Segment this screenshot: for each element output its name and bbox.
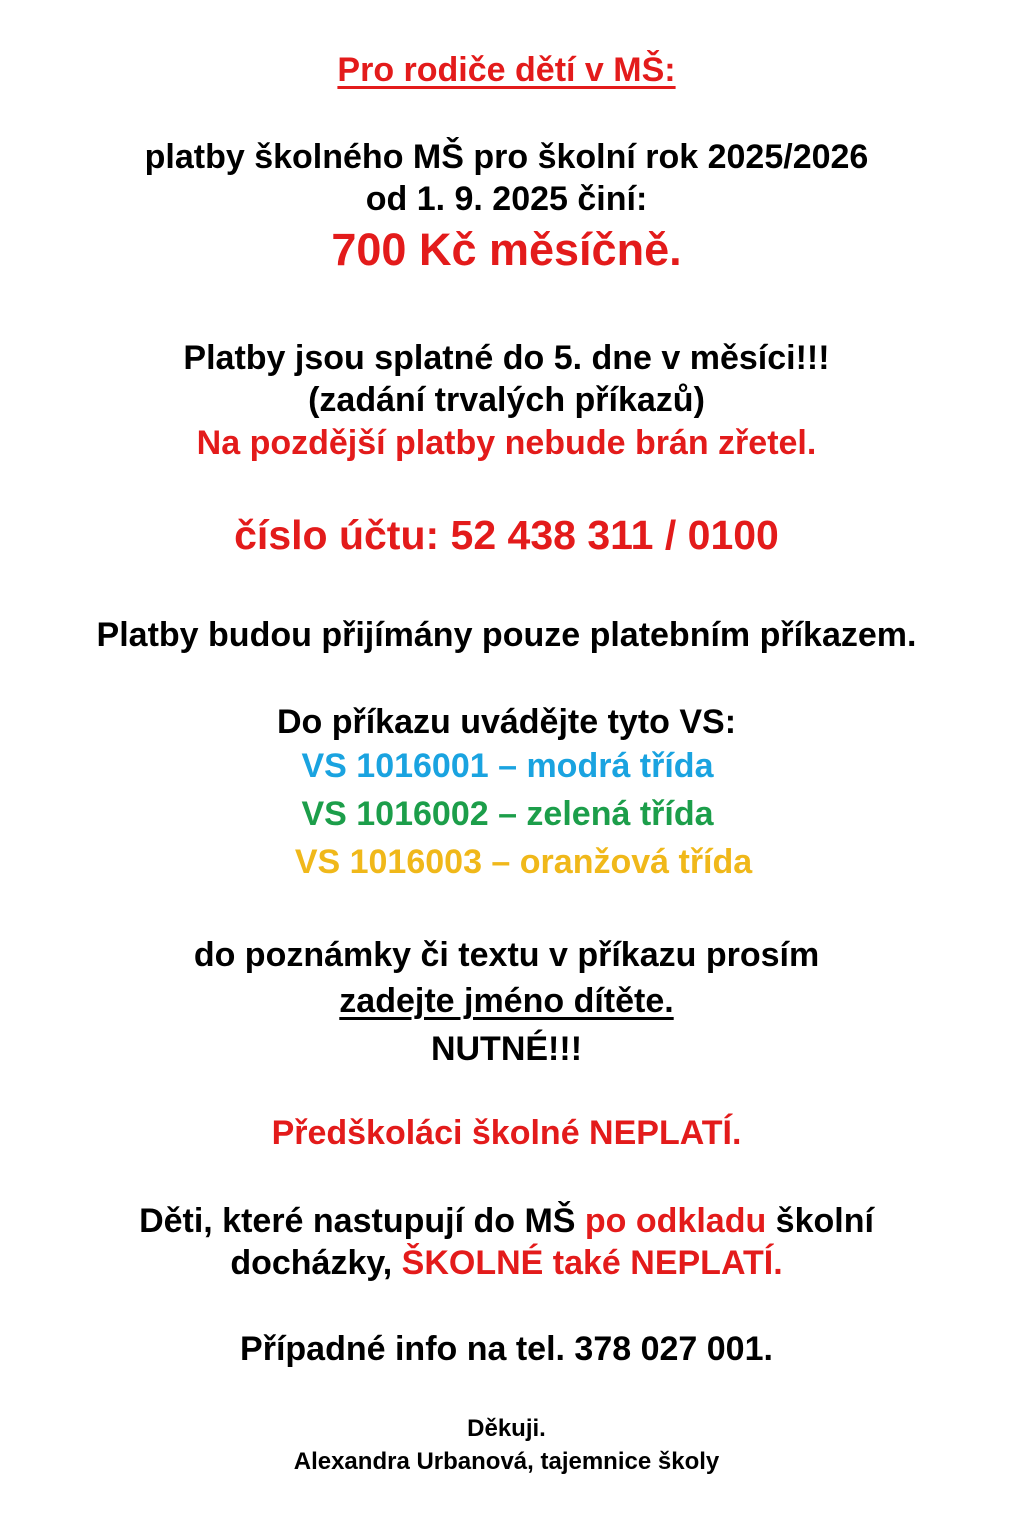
due-warning: Na pozdější platby nebude brán zřetel. (196, 424, 817, 462)
deferral-text-c: docházky, (230, 1244, 402, 1282)
signature-name: Alexandra Urbanová, tajemnice školy (293, 1448, 720, 1475)
deferral-line-2 (0, 1246, 1013, 1280)
deferral-text-b: školní (766, 1202, 874, 1240)
deferral-line-1 (0, 1204, 1013, 1238)
vs-item-blue: VS 1016001 – modrá třída (301, 747, 714, 785)
deferral-highlight: po odkladu (584, 1202, 767, 1240)
note-line-2: zadejte jméno dítěte. (339, 982, 674, 1020)
vs-item-green: VS 1016002 – zelená třída (301, 795, 714, 833)
contact-info: Případné info na tel. 378 027 001. (240, 1330, 773, 1368)
due-line-1: Platby jsou splatné do 5. dne v měsíci!!! (183, 339, 830, 377)
preschool-note: Předškoláci školné NEPLATÍ. (271, 1114, 742, 1152)
payment-method: Platby budou přijímány pouze platebním příkazem. (96, 616, 917, 654)
due-line-2: (zadání trvalých příkazů) (308, 381, 705, 419)
vs-intro: Do příkazu uvádějte tyto VS: (276, 703, 737, 741)
fee-line-2: od 1. 9. 2025 činí: (365, 180, 648, 218)
account-number: číslo účtu: 52 438 311 / 0100 (234, 512, 779, 558)
deferral-text-a: Děti, které nastupují do MŠ (139, 1202, 585, 1240)
fee-line-1: platby školného MŠ pro školní rok 2025/2026 (144, 138, 869, 176)
page-heading: Pro rodiče dětí v MŠ: (337, 51, 676, 89)
vs-item-orange: VS 1016003 – oranžová třída (294, 843, 753, 881)
deferral-emphasis: ŠKOLNÉ také NEPLATÍ. (401, 1244, 783, 1282)
fee-amount: 700 Kč měsíčně. (331, 224, 682, 275)
signature-thanks: Děkuji. (467, 1415, 546, 1442)
note-line-1: do poznámky či textu v příkazu prosím (193, 936, 820, 974)
note-line-3: NUTNÉ!!! (430, 1030, 583, 1068)
